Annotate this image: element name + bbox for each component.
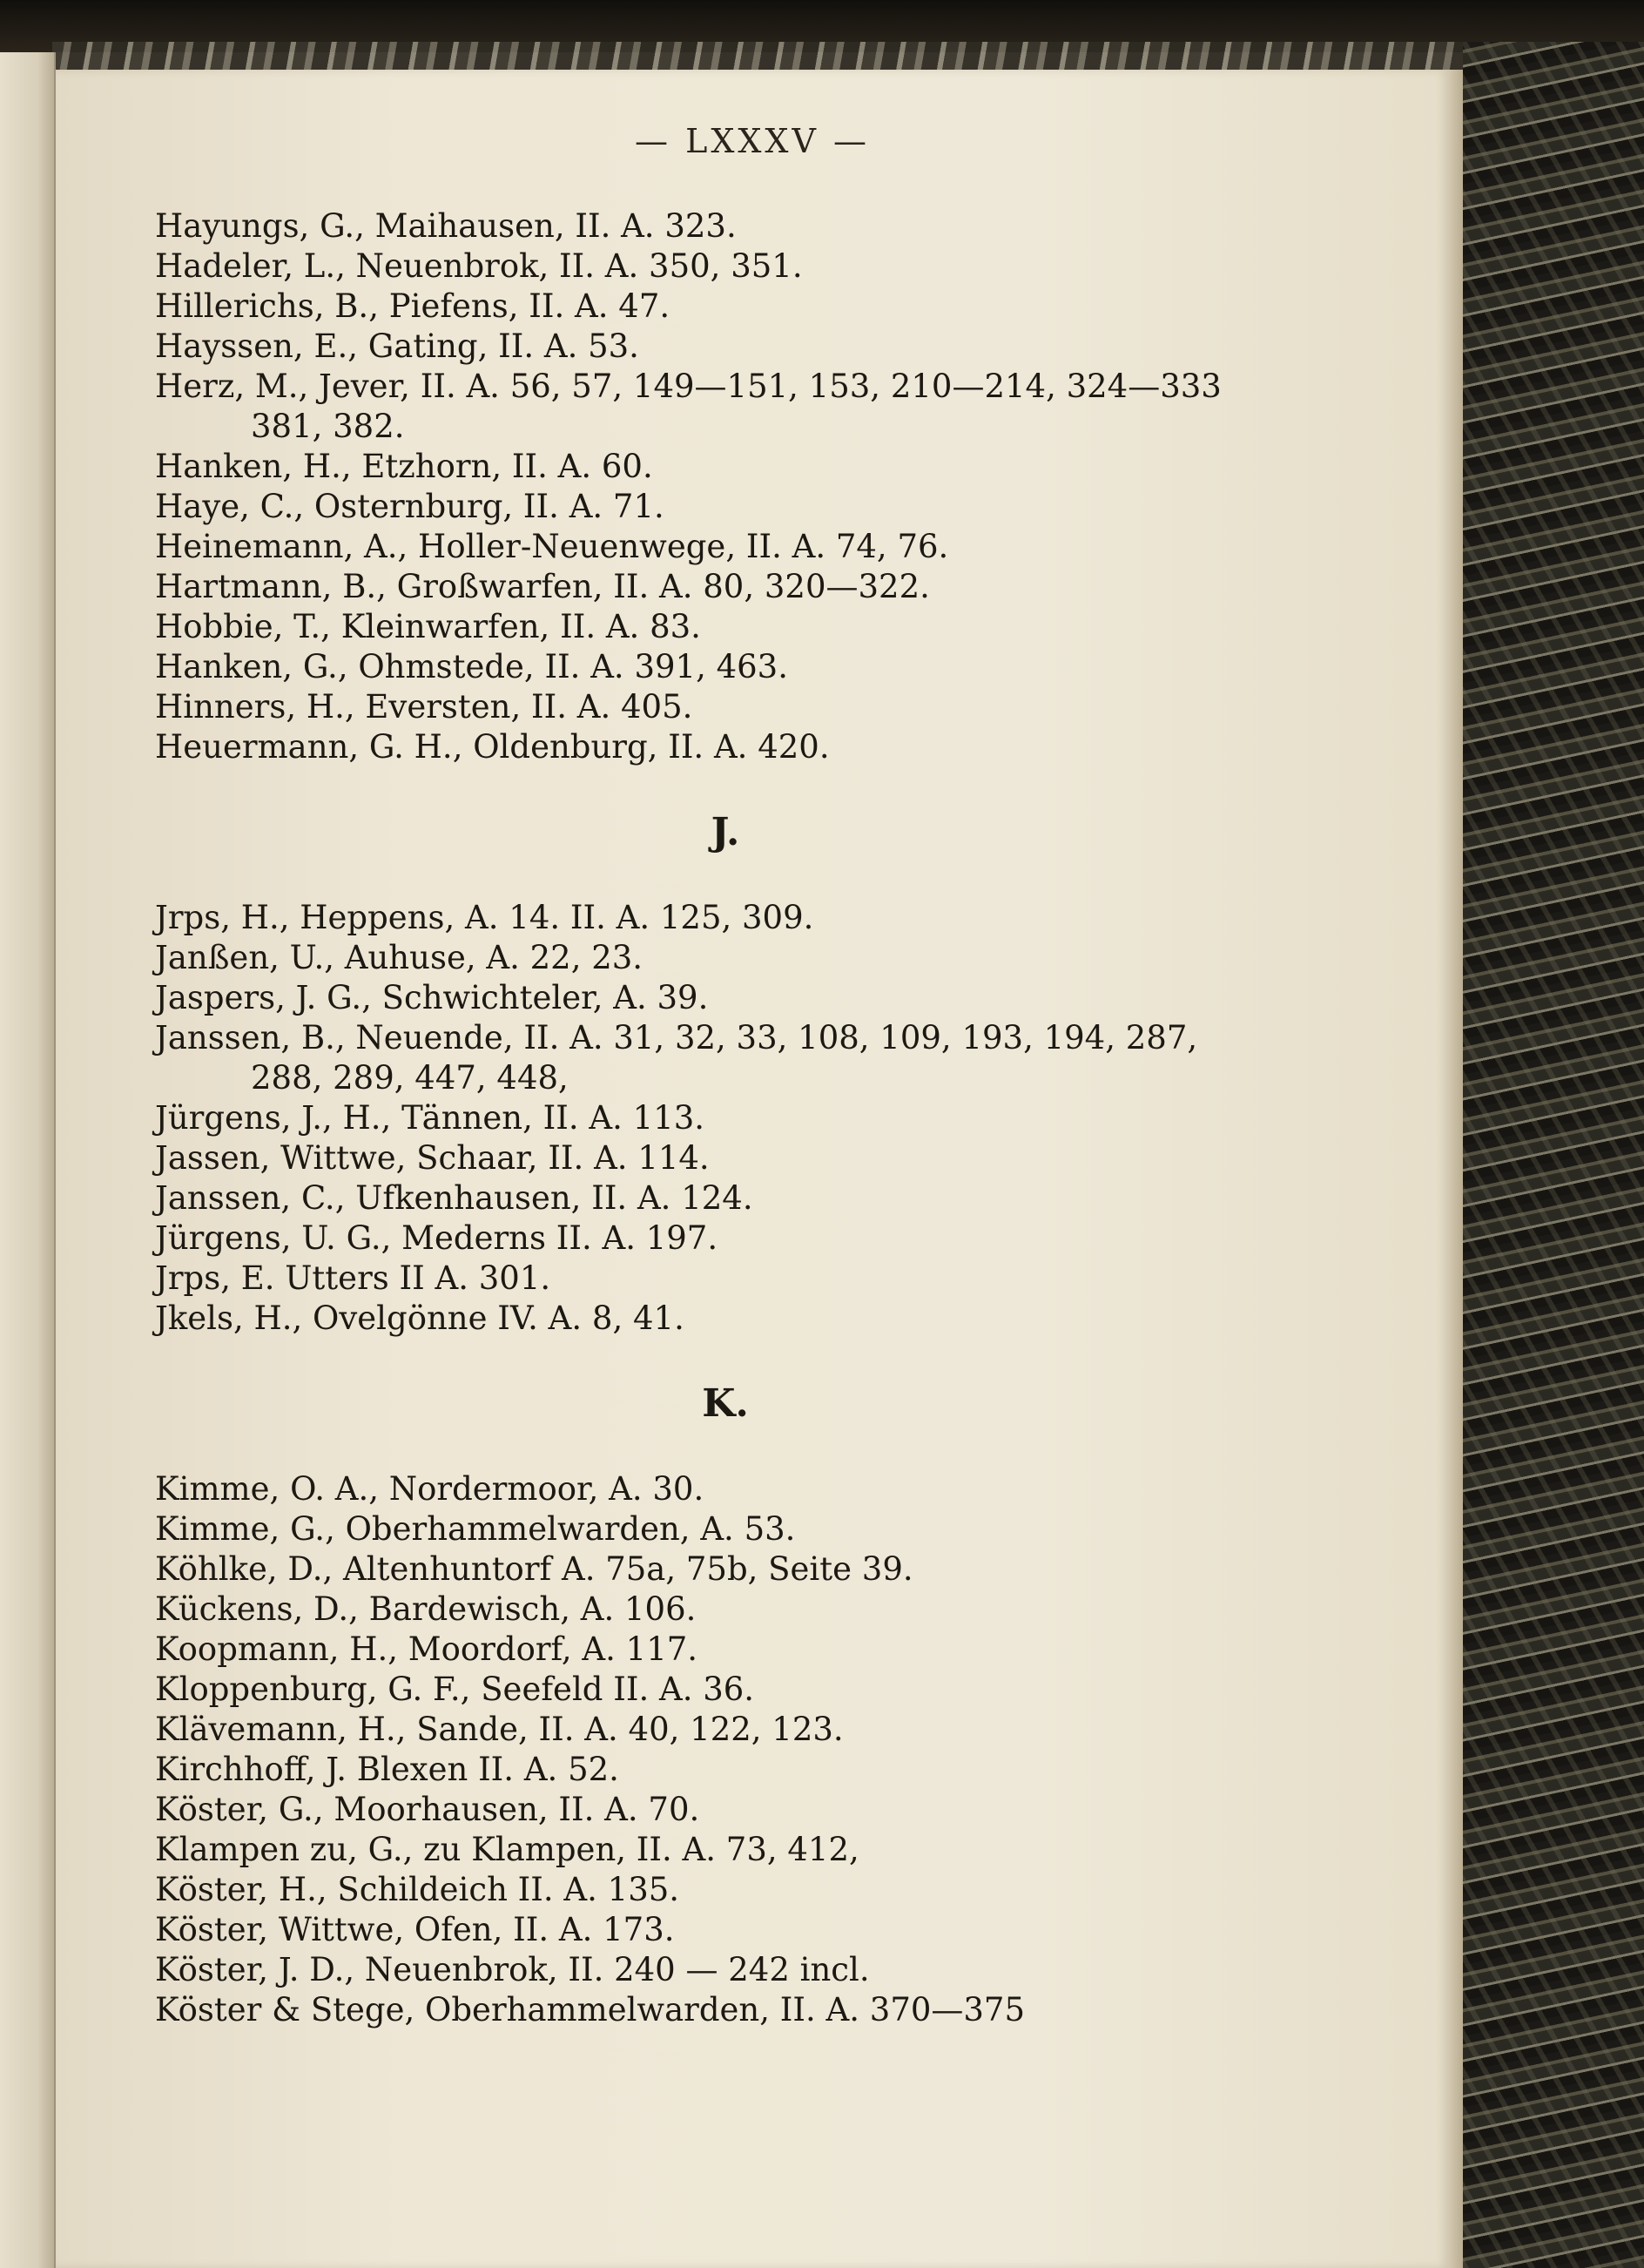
marbled-cover: [1463, 42, 1644, 2268]
index-entry: Janßen, U., Auhuse, A. 22, 23.: [155, 939, 643, 976]
index-entry: Koopmann, H., Moordorf, A. 117.: [155, 1630, 698, 1668]
index-entry: Heuermann, G. H., Oldenburg, II. A. 420.: [155, 728, 830, 766]
index-entry: Hinners, H., Eversten, II. A. 405.: [155, 688, 693, 726]
index-entry: Hayungs, G., Maihausen, II. A. 323.: [155, 207, 737, 245]
index-entry: Jaspers, J. G., Schwichteler, A. 39.: [155, 979, 709, 1016]
index-entry: Jürgens, U. G., Mederns II. A. 197.: [155, 1219, 718, 1257]
index-entry: Köster, J. D., Neuenbrok, II. 240 — 242 incl.: [155, 1951, 870, 1988]
index-entry-continuation: 381, 382.: [251, 408, 405, 445]
index-entries: [155, 206, 1409, 2030]
index-entry: Köster & Stege, Oberhammelwarden, II. A. 370—375: [155, 1991, 1026, 2028]
section-heading: J.: [711, 810, 740, 854]
index-entry: Janssen, C., Ufkenhausen, II. A. 124.: [155, 1179, 753, 1217]
index-entry: Haye, C., Osternburg, II. A. 71.: [155, 488, 664, 525]
index-entry: Kirchhoff, J. Blexen II. A. 52.: [155, 1751, 619, 1788]
index-entry: Heinemann, A., Holler-Neuenwege, II. A. 74, 76.: [155, 528, 949, 565]
index-entry: Kückens, D., Bardewisch, A. 106.: [155, 1590, 697, 1628]
index-entry: Hanken, H., Etzhorn, II. A. 60.: [155, 448, 653, 485]
index-entry: Köster, H., Schildeich II. A. 135.: [155, 1871, 680, 1908]
previous-page-edge: [0, 52, 56, 2268]
index-entry: Köster, G., Moorhausen, II. A. 70.: [155, 1791, 700, 1828]
index-entry: Jürgens, J., H., Tännen, II. A. 113.: [155, 1099, 705, 1137]
index-entry: Jrps, H., Heppens, A. 14. II. A. 125, 309.: [155, 899, 814, 936]
section-heading: K.: [702, 1381, 749, 1426]
index-entry: Kloppenburg, G. F., Seefeld II. A. 36.: [155, 1671, 755, 1708]
index-entry: Hobbie, T., Kleinwarfen, II. A. 83.: [155, 608, 701, 645]
page-number: — LXXXV —: [635, 122, 870, 160]
index-entry-continuation: 288, 289, 447, 448,: [251, 1059, 569, 1097]
index-entry: Herz, M., Jever, II. A. 56, 57, 149—151, 153, 210—214, 324—333: [155, 368, 1222, 405]
index-entry: Klampen zu, G., zu Klampen, II. A. 73, 412,: [155, 1831, 859, 1868]
index-entry: Köster, Wittwe, Ofen, II. A. 173.: [155, 1911, 675, 1948]
index-entry: Kimme, O. A., Nordermoor, A. 30.: [155, 1470, 704, 1508]
index-entry: Jkels, H., Ovelgönne IV. A. 8, 41.: [155, 1299, 684, 1337]
index-entry: Hillerichs, B., Piefens, II. A. 47.: [155, 287, 670, 325]
page-gutter: [1449, 70, 1463, 2268]
index-entry: Jassen, Wittwe, Schaar, II. A. 114.: [155, 1139, 710, 1177]
index-entry: Hayssen, E., Gating, II. A. 53.: [155, 327, 639, 365]
index-entry: Kimme, G., Oberhammelwarden, A. 53.: [155, 1510, 796, 1548]
index-entry: Janssen, B., Neuende, II. A. 31, 32, 33, 108, 109, 193, 194, 287,: [155, 1019, 1198, 1056]
index-entry: Hartmann, B., Großwarfen, II. A. 80, 320—322.: [155, 568, 930, 605]
index-entry: Jrps, E. Utters II A. 301.: [155, 1259, 551, 1297]
index-entry: Köhlke, D., Altenhuntorf A. 75a, 75b, Seite 39.: [155, 1550, 913, 1588]
index-entry: Hanken, G., Ohmstede, II. A. 391, 463.: [155, 648, 788, 685]
index-entry: Klävemann, H., Sande, II. A. 40, 122, 123.: [155, 1711, 844, 1748]
index-entry: Hadeler, L., Neuenbrok, II. A. 350, 351.: [155, 247, 803, 285]
